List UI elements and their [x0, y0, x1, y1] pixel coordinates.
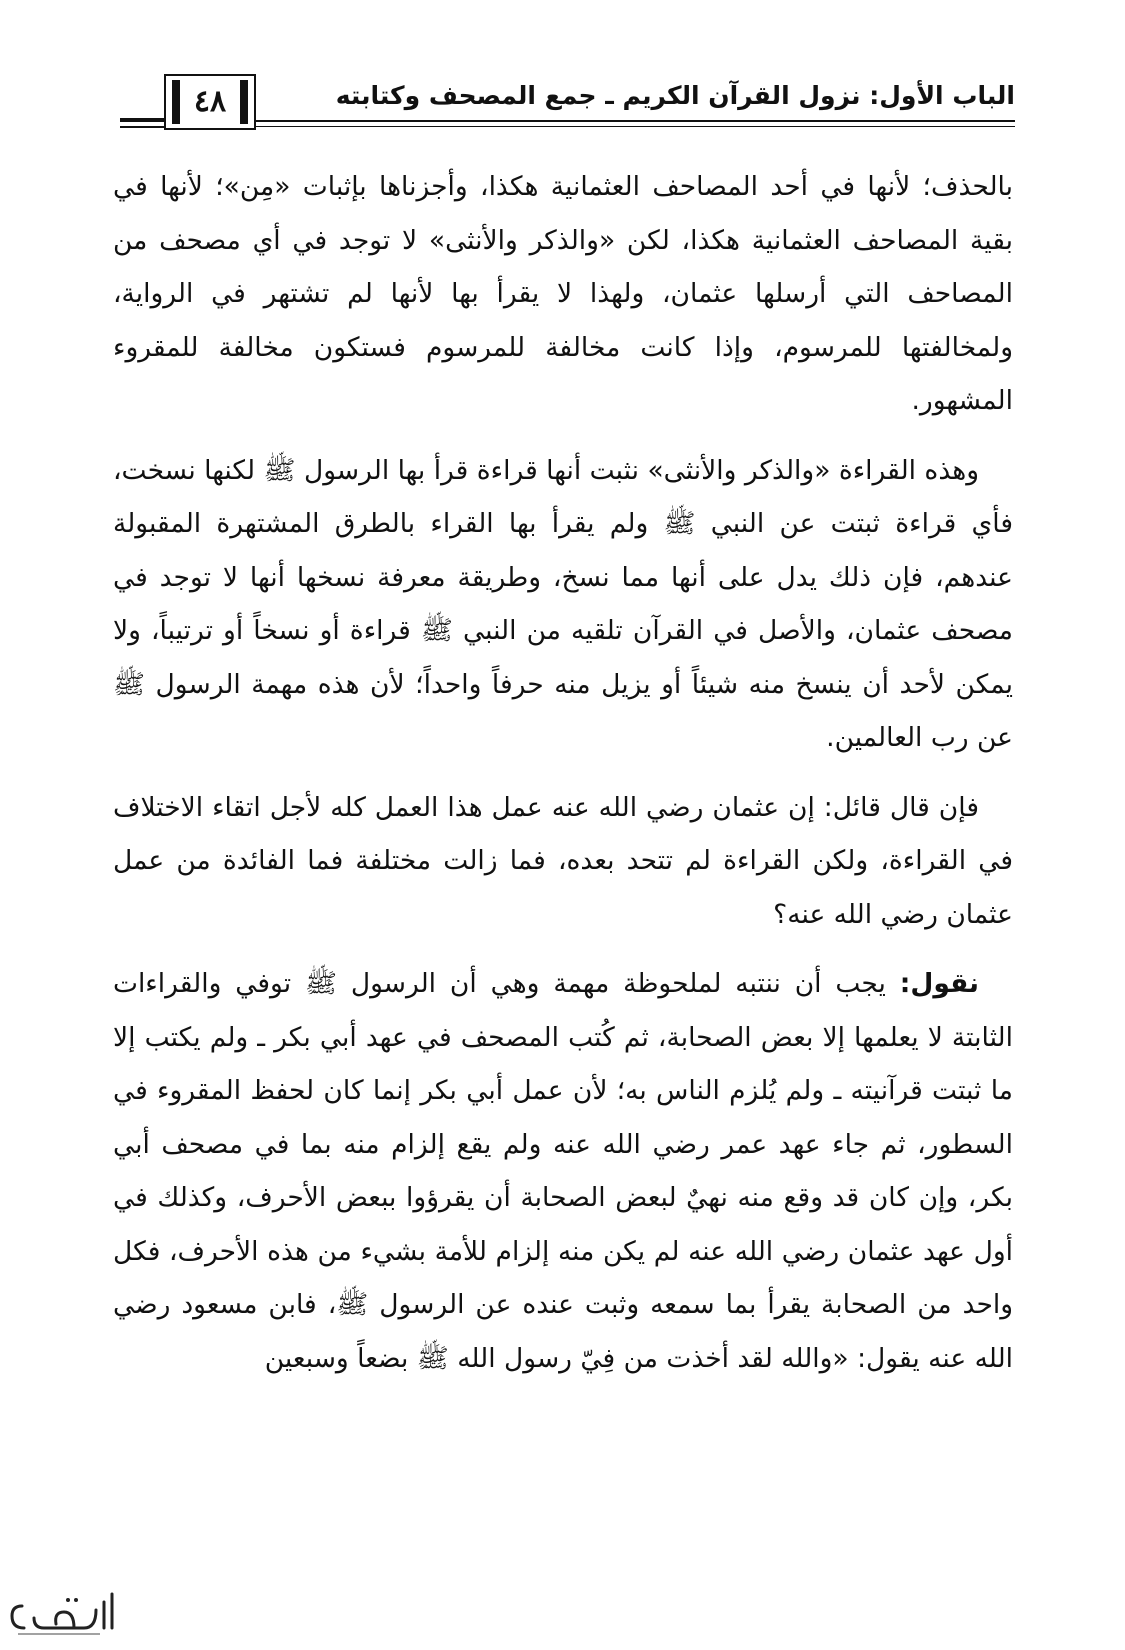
paragraph-1 [113, 160, 1013, 428]
header-rule-tail [120, 118, 164, 128]
paragraph-text: يجب أن ننتبه لملحوظة مهمة وهي أن الرسول ﷺ توفي والقراءات الثابتة لا يعلمها إلا بعض الصحابة، ثم كُتب المصحف في عهد أبي بكر ـ ولم يكتب إلا ما ثبتت قرآنيته ـ ولم يُلزم الناس به؛ لأن عمل أبي بكر إنما كان لحفظ المقروء في السطور، ثم جاء عهد عمر رضي الله عنه ولم يقع إلزام منه بما في مصحف أبي بكر، وإن كان قد وقع منه نهيٌ لبعض الصحابة أن يقرؤوا ببعض الأحرف، وكذلك في أول عهد عثمان رضي الله عنه لم يكن منه إلزام للأمة بشيء من هذه الأحرف، فكل واحد من الصحابة يقرأ بما سمعه وثبت عنده عن الرسول ﷺ، فابن مسعود رضي الله عنه يقول: «والله لقد أخذت من فِيّ رسول الله ﷺ بضعاً وسبعين [113, 968, 1013, 1374]
paragraph-text: بالحذف؛ لأنها في أحد المصاحف العثمانية هكذا، وأجزناها بإثبات «مِن»؛ لأنها في بقية المصاحف العثمانية هكذا، لكن «والذكر والأنثى» لا توجد في أي مصحف من المصاحف التي أرسلها عثمان، ولهذا لا يقرأ بها لأنها لم تشتهر في الرواية، ولمخالفتها للمرسوم، وإذا كانت مخالفة للمرسوم فستكون مخالفة للمقروء المشهور. [113, 171, 1013, 416]
body-text [113, 160, 1013, 1385]
paragraph-3 [113, 781, 1013, 942]
page-number-frame [164, 74, 256, 130]
running-title: الباب الأول: نزول القرآن الكريم ـ جمع المصحف وكتابته [335, 81, 1015, 110]
paragraph-text: فإن قال قائل: إن عثمان رضي الله عنه عمل هذا العمل كله لأجل اتقاء الاختلاف في القراءة، ولكن القراءة لم تتحد بعده، فما زالت مختلفة فما الفائدة من عمل عثمان رضي الله عنه؟ [113, 791, 1013, 930]
paragraph-4 [113, 957, 1013, 1385]
page-number: ٤٨ [193, 84, 227, 119]
publisher-logo-icon [4, 1588, 122, 1640]
paragraph-text: وهذه القراءة «والذكر والأنثى» نثبت أنها قراءة قرأ بها الرسول ﷺ لكنها نسخت، فأي قراءة ثبتت عن النبي ﷺ ولم يقرأ بها القراء بالطرق المشتهرة المقبولة عندهم، فإن ذلك يدل على أنها مما نسخ، وطريقة معرفة نسخها أنها لا توجد في مصحف عثمان، والأصل في القرآن تلقيه من النبي ﷺ قراءة أو نسخاً أو ترتيباً، ولا يمكن لأحد أن ينسخ منه شيئاً أو يزيل منه حرفاً واحداً؛ لأن هذه مهمة الرسول ﷺ عن رب العالمين. [113, 454, 1013, 753]
paragraph-2 [113, 444, 1013, 765]
paragraph-lead-word: نقول: [899, 968, 979, 999]
running-header [120, 74, 1015, 134]
